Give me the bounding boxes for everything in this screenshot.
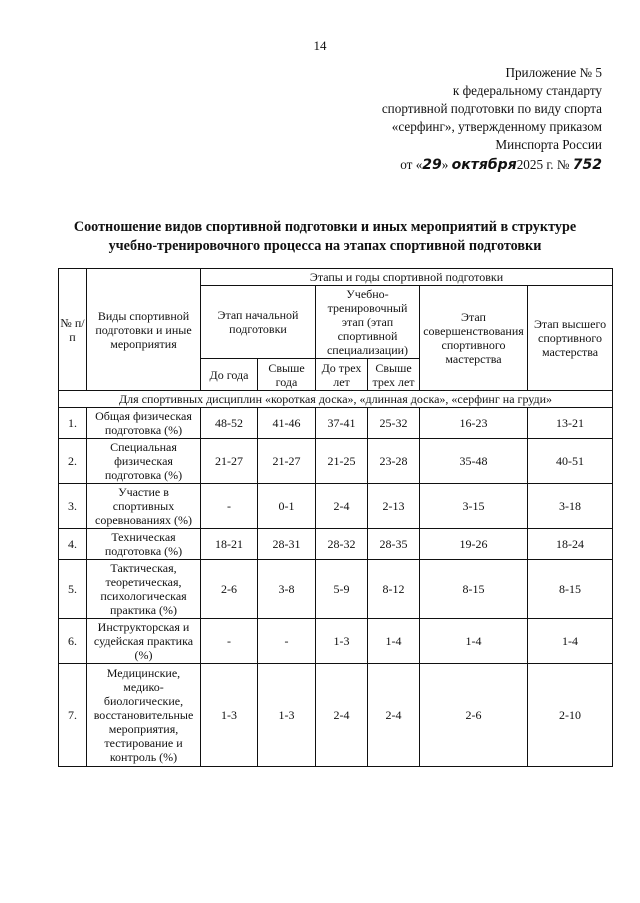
table-row <box>59 408 613 439</box>
row-value: 28-31 <box>258 529 316 560</box>
order-date-line <box>322 156 602 174</box>
row-value: 3-15 <box>420 484 528 529</box>
row-value: 19-26 <box>420 529 528 560</box>
header-number: № п/п <box>59 269 87 391</box>
row-value: 8-15 <box>420 560 528 619</box>
row-value: 3-8 <box>258 560 316 619</box>
date-day: 29 <box>422 157 442 173</box>
row-value: - <box>201 619 258 664</box>
row-value: 25-32 <box>368 408 420 439</box>
row-number: 1. <box>59 408 87 439</box>
row-value: 18-21 <box>201 529 258 560</box>
row-number: 5. <box>59 560 87 619</box>
row-value: 21-27 <box>258 439 316 484</box>
date-mid: » <box>441 157 449 172</box>
row-value: 40-51 <box>528 439 613 484</box>
row-value: 16-23 <box>420 408 528 439</box>
row-kind: Техническая подготовка (%) <box>87 529 201 560</box>
header-up-to-year: До года <box>201 359 258 391</box>
row-value: 2-13 <box>368 484 420 529</box>
row-kind: Участие в спортивных соревнованиях (%) <box>87 484 201 529</box>
header-kind: Виды спортивной подготовки и иные мероприятия <box>87 269 201 391</box>
header-stage-initial: Этап начальной подготовки <box>201 286 316 359</box>
row-value: 3-18 <box>528 484 613 529</box>
title-line-1: Соотношение видов спортивной подготовки и иных мероприятий в структуре <box>73 219 577 235</box>
appendix-line-5: Минспорта России <box>495 137 602 152</box>
row-value: 1-3 <box>316 619 368 664</box>
table-row <box>59 619 613 664</box>
row-kind: Инструкторская и судейская практика (%) <box>87 619 201 664</box>
row-value: 2-4 <box>316 664 368 767</box>
appendix-line-4: «серфинг», утвержденному приказом <box>391 119 602 134</box>
table-row <box>59 560 613 619</box>
section-row: Для спортивных дисциплин «короткая доска», «длинная доска», «серфинг на груди» <box>59 391 613 408</box>
date-prefix: от « <box>400 157 423 172</box>
row-number: 4. <box>59 529 87 560</box>
header-stage-improvement: Этап совершенствования спортивного мастерства <box>420 286 528 391</box>
header-over-three-years: Свыше трех лет <box>368 359 420 391</box>
row-value: 41-46 <box>258 408 316 439</box>
row-value: - <box>201 484 258 529</box>
row-value: 1-4 <box>420 619 528 664</box>
table-row <box>59 664 613 767</box>
table-row <box>59 439 613 484</box>
row-value: 23-28 <box>368 439 420 484</box>
table-row <box>59 529 613 560</box>
header-over-year: Свыше года <box>258 359 316 391</box>
row-value: 1-4 <box>368 619 420 664</box>
order-number: 752 <box>572 157 602 173</box>
row-value: 2-6 <box>201 560 258 619</box>
row-kind: Медицинские, медико-биологические, восстановительные мероприятия, тестирование и контроль (%) <box>87 664 201 767</box>
page-number: 14 <box>313 38 327 53</box>
title-line-2: учебно-тренировочного процесса на этапах спортивной подготовки <box>108 238 542 254</box>
row-value: 1-3 <box>258 664 316 767</box>
row-value: 1-3 <box>201 664 258 767</box>
training-ratio-table <box>58 268 613 767</box>
header-up-to-three-years: До трех лет <box>316 359 368 391</box>
row-kind: Общая физическая подготовка (%) <box>87 408 201 439</box>
row-value: 13-21 <box>528 408 613 439</box>
row-value: 8-12 <box>368 560 420 619</box>
row-number: 2. <box>59 439 87 484</box>
row-value: 2-10 <box>528 664 613 767</box>
row-value: 8-15 <box>528 560 613 619</box>
row-value: 37-41 <box>316 408 368 439</box>
date-month: октября <box>451 157 517 173</box>
header-stages: Этапы и годы спортивной подготовки <box>201 269 613 286</box>
row-value: 48-52 <box>201 408 258 439</box>
row-value: - <box>258 619 316 664</box>
header-stage-higher: Этап высшего спортивного мастерства <box>528 286 613 391</box>
row-kind: Специальная физическая подготовка (%) <box>87 439 201 484</box>
row-value: 0-1 <box>258 484 316 529</box>
row-value: 21-27 <box>201 439 258 484</box>
row-kind: Тактическая, теоретическая, психологическая практика (%) <box>87 560 201 619</box>
row-value: 28-32 <box>316 529 368 560</box>
row-value: 2-4 <box>368 664 420 767</box>
row-value: 28-35 <box>368 529 420 560</box>
row-value: 2-6 <box>420 664 528 767</box>
row-value: 2-4 <box>316 484 368 529</box>
row-value: 21-25 <box>316 439 368 484</box>
appendix-line-3: спортивной подготовки по виду спорта <box>381 101 602 116</box>
row-number: 7. <box>59 664 87 767</box>
appendix-line-1: Приложение № 5 <box>505 65 602 80</box>
row-number: 6. <box>59 619 87 664</box>
row-value: 18-24 <box>528 529 613 560</box>
row-number: 3. <box>59 484 87 529</box>
row-value: 1-4 <box>528 619 613 664</box>
row-value: 5-9 <box>316 560 368 619</box>
row-value: 35-48 <box>420 439 528 484</box>
table-row <box>59 484 613 529</box>
appendix-block <box>322 64 602 174</box>
appendix-line-2: к федеральному стандарту <box>452 83 602 98</box>
date-year: 2025 г. № <box>516 157 570 172</box>
header-stage-training: Учебно-тренировочный этап (этап спортивной специализации) <box>316 286 420 359</box>
document-title <box>40 218 610 256</box>
